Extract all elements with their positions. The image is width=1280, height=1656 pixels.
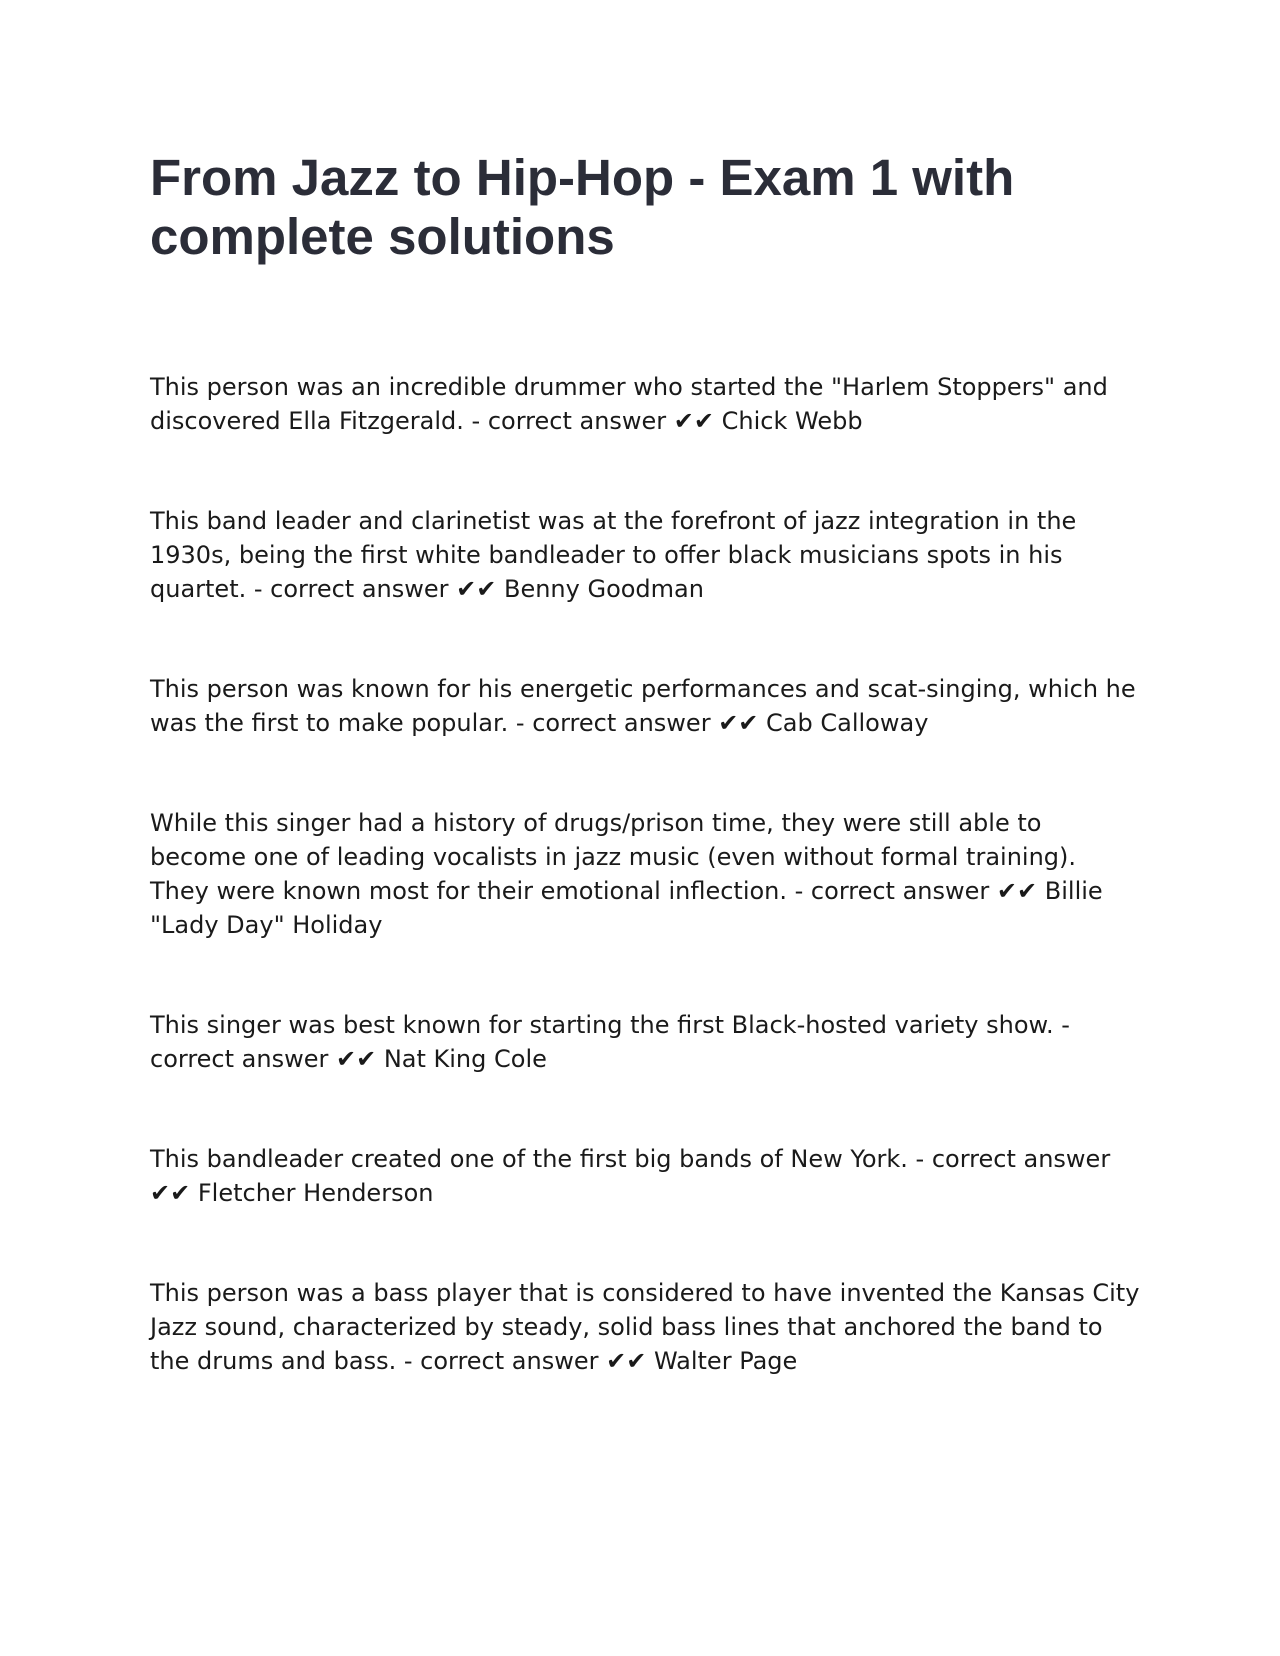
answer-text: Cab Calloway [766,709,929,737]
question-text: This person was known for his energetic performances and scat-singing, which he was the first to make popular. [150,675,1136,737]
answer-prefix: - correct answer ✔✔ [246,575,504,603]
answer-prefix: - correct answer ✔✔ [463,407,722,435]
question-text: While this singer had a history of drugs/prison time, they were still able to become one of leading vocalists in jazz music (even without formal training). They were known most for their emotional inflection. [150,809,1077,905]
answer-text: Billie "Lady Day" Holiday [150,877,1103,939]
qa-item [150,1142,1140,1210]
answer-prefix: - correct answer ✔✔ [787,877,1045,905]
qa-item [150,806,1140,942]
qa-list [150,370,1140,1444]
question-text: This singer was best known for starting the first Black-hosted variety show. [150,1011,1054,1039]
qa-item [150,1276,1140,1378]
answer-text: Chick Webb [721,407,863,435]
answer-text: Walter Page [653,1347,798,1375]
qa-item [150,1008,1140,1076]
answer-text: Benny Goodman [503,575,704,603]
answer-prefix: - correct answer ✔✔ [508,709,767,737]
answer-prefix: - correct answer ✔✔ [150,1011,1070,1073]
qa-item [150,370,1140,438]
answer-text: Fletcher Henderson [197,1179,434,1207]
answer-prefix: - correct answer ✔✔ [150,1145,1111,1207]
question-text: This bandleader created one of the first big bands of New York. [150,1145,908,1173]
question-text: This person was an incredible drummer who started the "Harlem Stoppers" and discovered Ella Fitzgerald. [150,373,1108,435]
qa-item [150,672,1140,740]
document-title: From Jazz to Hip-Hop - Exam 1 with complete solutions [150,149,1015,265]
answer-prefix: - correct answer ✔✔ [396,1347,654,1375]
question-text: This person was a bass player that is considered to have invented the Kansas City Jazz sound, characterized by steady, solid bass lines that anchored the band to the drums and bass. [150,1279,1140,1375]
qa-item [150,504,1140,606]
question-text: This band leader and clarinetist was at the forefront of jazz integration in the 1930s, being the first white bandleader to offer black musicians spots in his quartet. [150,507,1077,603]
answer-text: Nat King Cole [383,1045,547,1073]
